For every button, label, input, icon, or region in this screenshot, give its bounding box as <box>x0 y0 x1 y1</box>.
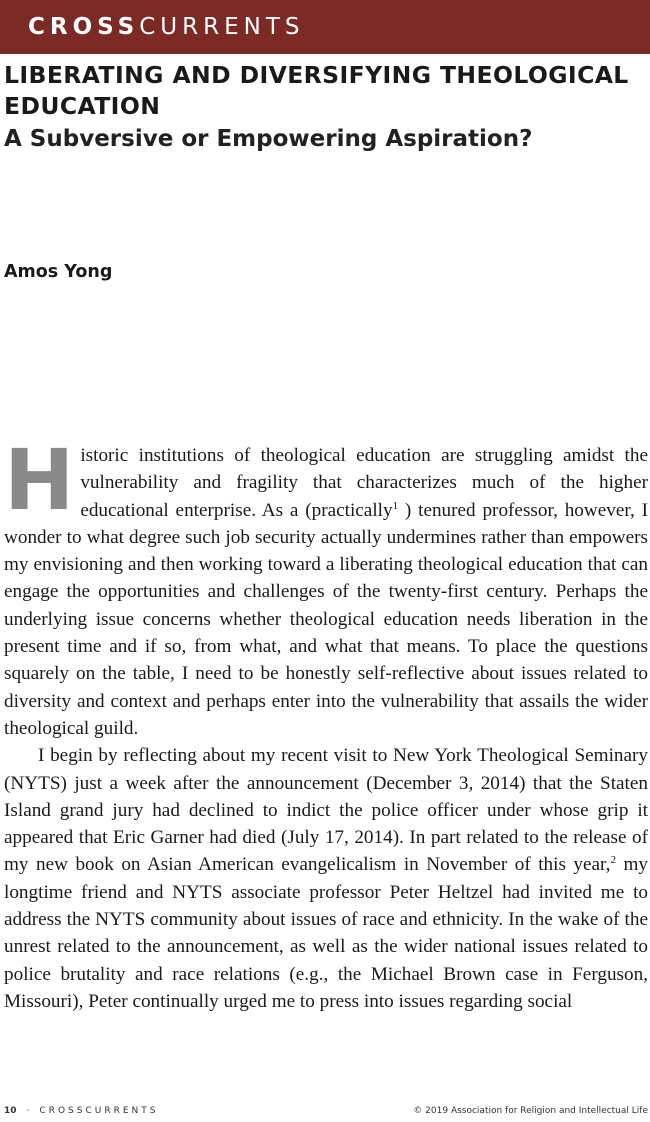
footer-separator: · <box>26 1106 30 1116</box>
footer-left <box>4 1106 158 1116</box>
footer-journal-name: CROSSCURRENTS <box>39 1106 159 1116</box>
footer-copyright: © 2019 Association for Religion and Intellectual Life <box>413 1106 648 1116</box>
author-name: Amos Yong <box>4 262 113 282</box>
drop-cap: H <box>4 431 75 529</box>
footnote-ref-2[interactable]: 2 <box>610 854 616 867</box>
article-title: LIBERATING AND DIVERSIFYING THEOLOGICAL EDUCATION <box>4 61 629 120</box>
article-subtitle: A Subversive or Empowering Aspiration? <box>4 126 533 152</box>
page-footer <box>4 1106 648 1120</box>
journal-brand <box>28 14 305 40</box>
brand-currents: CURRENTS <box>139 14 305 40</box>
journal-header-bar <box>0 0 650 54</box>
paragraph-2 <box>4 742 648 1015</box>
article-body <box>4 431 648 1015</box>
paragraph-1 <box>4 431 648 742</box>
brand-cross: CROSS <box>28 14 140 40</box>
paragraph-1-text-a: istoric institutions of theological education are struggling amidst the vulnerability and fragility that characterizes much of the higher educational enterprise. As a (practically <box>80 445 648 521</box>
paragraph-1-text-b: ) tenured professor, however, I wonder to what degree such job security actually undermines rather than empowers my envisioning and then working toward a liberating theological education that can engage the opportunities and challenges of the twenty-first century. Perhaps the underlying issue concerns whether theological education needs liberation in the present time and if so, from what, and what that means. To place the questions squarely on the table, I need to be honestly self-reflective about issues related to diversity and context and perhaps enter into the vulnerability that assails the wider theological guild. <box>4 499 648 739</box>
footnote-ref-1[interactable]: 1 <box>392 499 399 512</box>
paragraph-2-text-b: my longtime friend and NYTS associate professor Peter Heltzel had invited me to address the NYTS community about issues of race and ethnicity. In the wake of the unrest related to the announcement, as well as the wider national issues related to police brutality and race relations (e.g., the Michael Brown case in Ferguson, Missouri), Peter continually urged me to press into issues regarding social <box>4 854 648 1012</box>
page-number: 10 <box>4 1106 17 1116</box>
paragraph-2-text-a: I begin by reflecting about my recent visit to New York Theological Seminary (NYTS) just a week after the announcement (December 3, 2014) that the Staten Island grand jury had declined to indict the police officer under whose grip it appeared that Eric Garner had died (July 17, 2014). In part related to the release of my new book on Asian American evangelicalism in November of this year, <box>4 745 648 876</box>
